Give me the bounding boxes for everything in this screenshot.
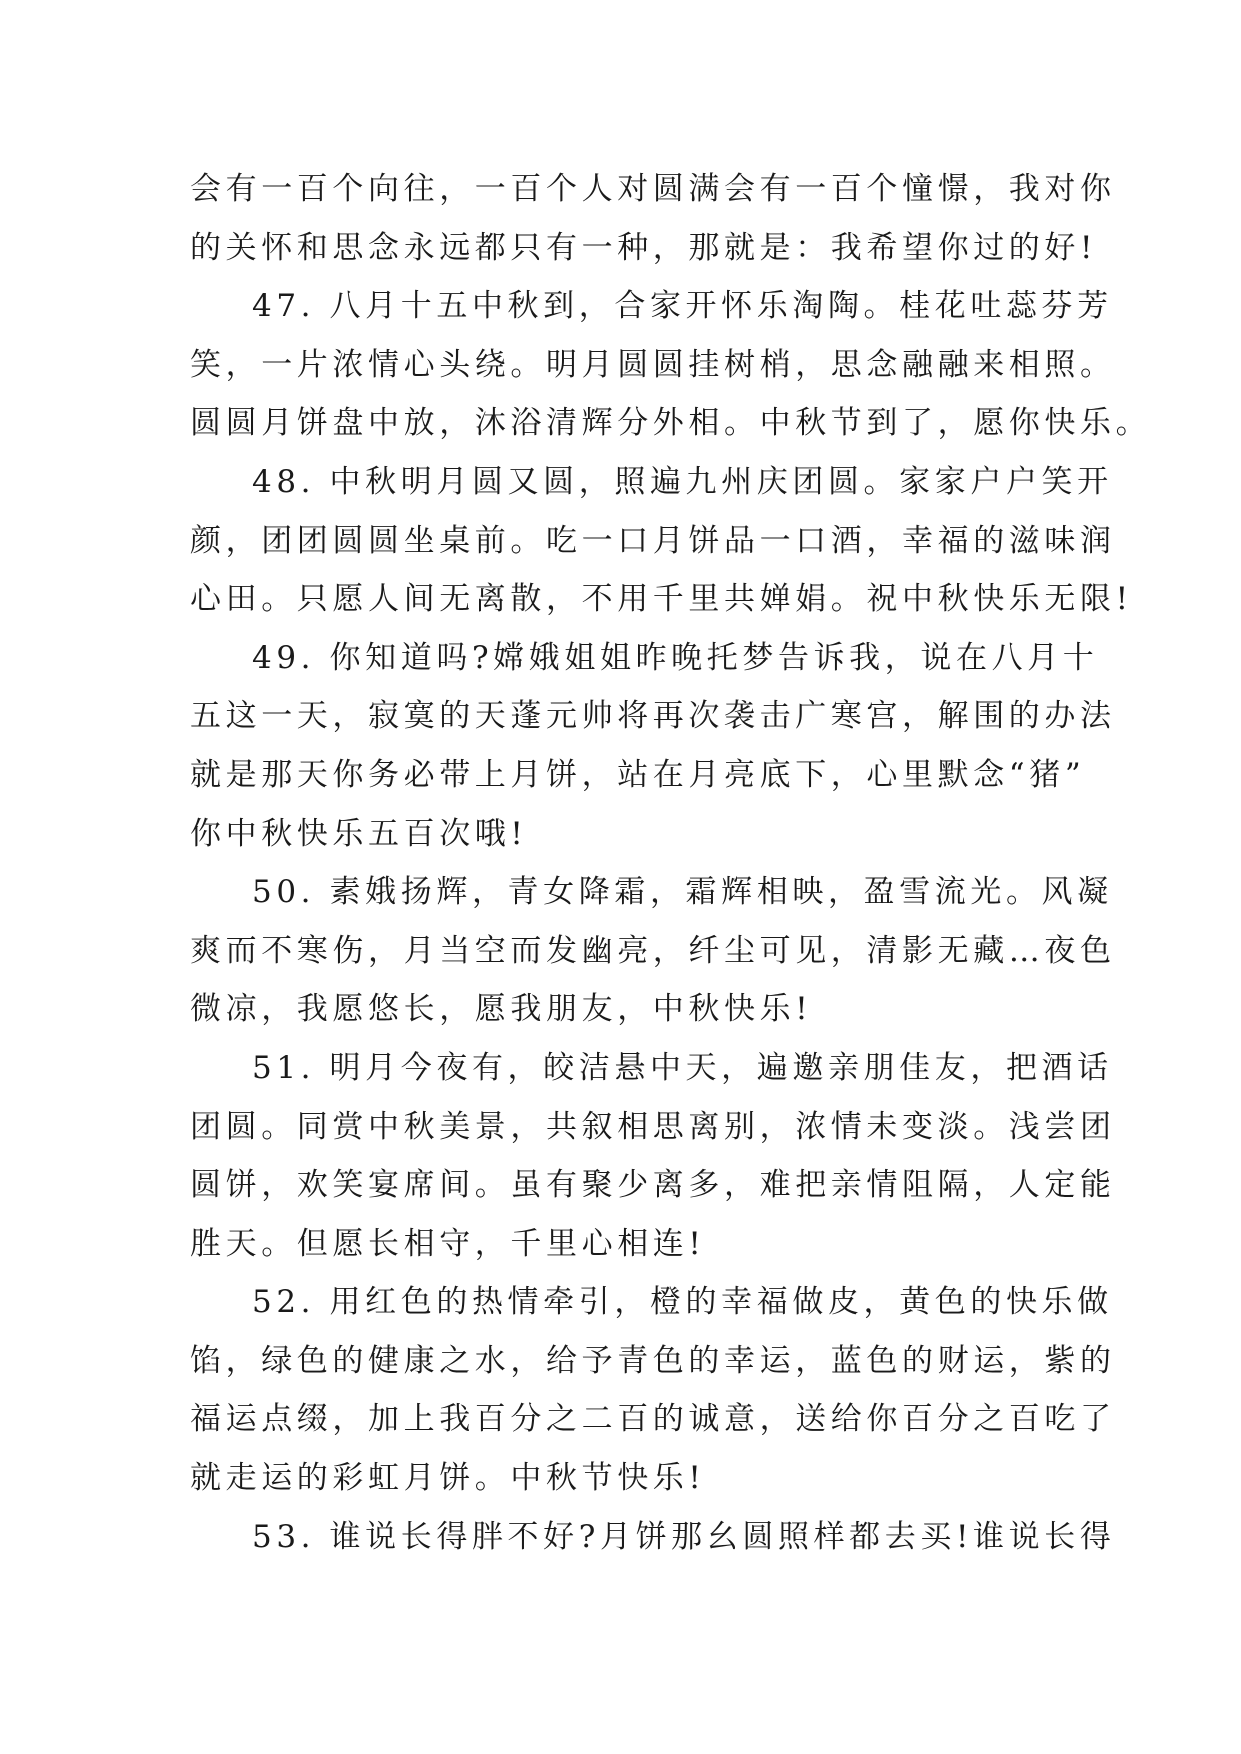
text-line: 圆圆月饼盘中放，沐浴清辉分外相。中秋节到了，愿你快乐。 xyxy=(190,405,1152,442)
text-line: 颜，团团圆圆坐桌前。吃一口月饼品一口酒，幸福的滋味润 xyxy=(190,522,1116,559)
text-line: 你中秋快乐五百次哦! xyxy=(190,815,528,852)
text-line: 会有一百个向往，一百个人对圆满会有一百个憧憬，我对你 xyxy=(190,171,1116,207)
text-line: 圆饼，欢笑宴席间。虽有聚少离多，难把亲情阻隔，人定能 xyxy=(190,1167,1116,1204)
body-text xyxy=(190,160,1152,1566)
paragraph-first-line: 53. 谁说长得胖不好?月饼那幺圆照样都去买!谁说长得 xyxy=(252,1518,1116,1555)
text-line: 笑，一片浓情心头绕。明月圆圆挂树梢，思念融融来相照。 xyxy=(190,346,1116,383)
text-line: 微凉，我愿悠长，愿我朋友，中秋快乐! xyxy=(190,991,813,1028)
paragraph-first-line: 51. 明月今夜有，皎洁悬中天，遍邀亲朋佳友，把酒话 xyxy=(252,1049,1113,1086)
paragraph-first-line: 49. 你知道吗?嫦娥姐姐昨晚托梦告诉我，说在八月十 xyxy=(252,639,1099,676)
text-line: 福运点缀，加上我百分之二百的诚意，送给你百分之百吃了 xyxy=(190,1401,1116,1438)
text-line: 五这一天，寂寞的天蓬元帅将再次袭击广寒宫，解围的办法 xyxy=(190,698,1116,735)
text-line: 馅，绿色的健康之水，给予青色的幸运，蓝色的财运，紫的 xyxy=(190,1342,1116,1379)
text-line: 就是那天你务必带上月饼，站在月亮底下，心里默念“猪” xyxy=(190,756,1086,793)
text-line: 的关怀和思念永远都只有一种，那就是：我希望你过的好! xyxy=(190,229,1098,266)
text-line: 就走运的彩虹月饼。中秋节快乐! xyxy=(190,1460,706,1497)
text-line: 胜天。但愿长相守，千里心相连! xyxy=(190,1225,706,1262)
paragraph-first-line: 50. 素娥扬辉，青女降霜，霜辉相映，盈雪流光。风凝 xyxy=(252,874,1113,911)
text-line: 团圆。同赏中秋美景，共叙相思离别，浓情未变淡。浅尝团 xyxy=(190,1108,1116,1145)
text-line: 心田。只愿人间无离散，不用千里共婵娟。祝中秋快乐无限! xyxy=(190,581,1133,618)
paragraph-first-line: 52. 用红色的热情牵引，橙的幸福做皮，黄色的快乐做 xyxy=(252,1284,1113,1321)
text-line: 爽而不寒伤，月当空而发幽亮，纤尘可见，清影无藏…夜色 xyxy=(190,932,1116,969)
paragraph-first-line: 47. 八月十五中秋到，合家开怀乐淘陶。桂花吐蕊芬芳 xyxy=(252,288,1113,325)
paragraph-first-line: 48. 中秋明月圆又圆，照遍九州庆团圆。家家户户笑开 xyxy=(252,463,1113,500)
